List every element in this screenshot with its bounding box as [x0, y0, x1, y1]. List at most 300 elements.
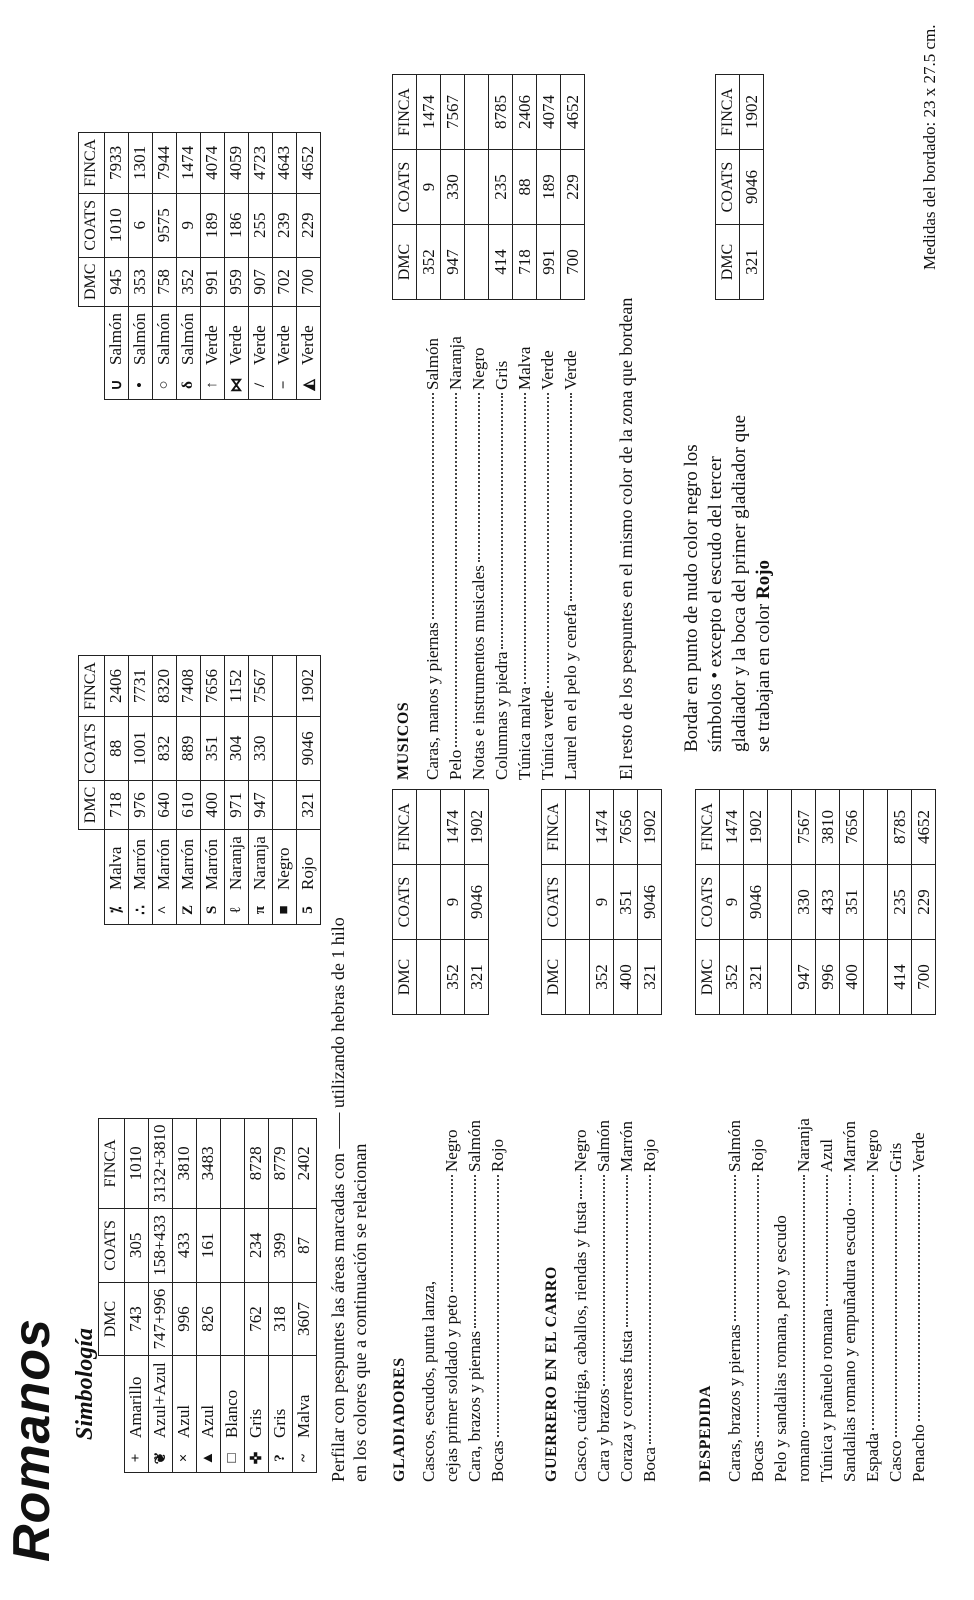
dmc-value: 352 — [441, 940, 465, 1015]
dmc-value: 743 — [124, 1282, 148, 1356]
col-header: DMC — [79, 780, 105, 829]
table-row — [768, 790, 792, 1015]
color-name: Marrón — [200, 830, 224, 896]
section-item — [417, 1092, 440, 1482]
finca-value: 7567 — [441, 75, 465, 150]
finca-value: 4652 — [561, 75, 585, 150]
coats-value: 9 — [590, 865, 614, 940]
col-header: FINCA — [79, 132, 105, 193]
table-row — [513, 75, 537, 300]
color-name: Verde — [224, 307, 248, 371]
finca-value: 2406 — [513, 75, 537, 150]
finca-value: 1902 — [740, 75, 764, 150]
color-name: Marrón — [152, 830, 176, 896]
dmc-value: 718 — [513, 225, 537, 300]
dmc-value: 718 — [104, 780, 128, 829]
finca-value: 4652 — [912, 790, 936, 865]
color-name: Verde — [200, 307, 224, 371]
symbol-row — [200, 132, 224, 399]
coats-value: 330 — [248, 717, 272, 781]
table-row — [561, 75, 585, 300]
finca-value: 1474 — [720, 790, 744, 865]
intro-text — [327, 662, 371, 1482]
coats-value: 88 — [513, 150, 537, 225]
dmc-value: 971 — [224, 780, 248, 829]
section-item — [490, 310, 513, 780]
coats-value: 9 — [720, 865, 744, 940]
section-item — [638, 1092, 661, 1482]
section-item — [746, 1092, 769, 1482]
finca-value: 3132+3810 — [148, 1118, 172, 1209]
item-color: Salmón — [594, 1120, 613, 1172]
finca-value: 3810 — [816, 790, 840, 865]
finca-value: 2402 — [292, 1118, 316, 1209]
col-header: FINCA — [393, 790, 417, 865]
coats-value: 235 — [489, 150, 513, 225]
item-label: Boca — [640, 1447, 659, 1482]
finca-value: 1474 — [176, 132, 200, 193]
coats-value: 229 — [912, 865, 936, 940]
dmc-value — [768, 940, 792, 1015]
finca-value: 7933 — [104, 132, 128, 193]
coats-value: 239 — [272, 193, 296, 257]
simbologia-title: Simbología — [72, 1327, 98, 1440]
guerrero-table — [541, 789, 662, 1015]
coats-value: 351 — [840, 865, 864, 940]
item-color: Rojo — [488, 1138, 507, 1172]
intro-line-1: Perfilar con pespuntes las áreas marcadas con —— utilizando hebras de 1 hilo — [328, 917, 348, 1482]
section-item — [884, 1092, 907, 1482]
item-color: Verde — [909, 1132, 928, 1172]
coats-value: 87 — [292, 1209, 316, 1283]
despedida-heading: DESPEDIDA — [697, 1385, 714, 1482]
item-color: Salmón — [725, 1120, 744, 1172]
coats-value: 6 — [128, 193, 152, 257]
dmc-value: 700 — [912, 940, 936, 1015]
finca-value: 7656 — [200, 656, 224, 717]
section-item — [513, 310, 536, 780]
item-label: Casco — [886, 1440, 905, 1482]
col-header: COATS — [79, 193, 105, 257]
dmc-value: 991 — [537, 225, 561, 300]
dmc-value: 996 — [172, 1282, 196, 1356]
item-color: Negro — [469, 347, 488, 390]
coats-value: 9 — [417, 150, 441, 225]
finca-value: 8320 — [152, 656, 176, 717]
coats-value: 189 — [537, 150, 561, 225]
col-header: COATS — [696, 865, 720, 940]
color-name: Salmón — [176, 307, 200, 371]
dmc-value: 414 — [888, 940, 912, 1015]
table-row — [590, 790, 614, 1015]
dmc-value — [465, 225, 489, 300]
item-color: Naranja — [446, 336, 465, 390]
color-name: Negro — [272, 830, 296, 896]
coats-value: 229 — [561, 150, 585, 225]
finca-value: 1010 — [124, 1118, 148, 1209]
dot-leader — [478, 393, 480, 562]
finca-value — [417, 790, 441, 865]
table-row — [744, 790, 768, 1015]
table-row — [417, 75, 441, 300]
coats-value: 889 — [176, 717, 200, 781]
color-name: Marrón — [176, 830, 200, 896]
item-label: Túnica malva — [515, 687, 534, 780]
item-label: Túnica verde — [538, 690, 557, 780]
col-header: FINCA — [99, 1118, 125, 1209]
bordar-bold-color: Rojo — [753, 559, 774, 600]
item-label: Caras, manos y piernas — [423, 622, 442, 780]
dot-leader — [524, 393, 526, 684]
color-name: Verde — [272, 307, 296, 371]
dmc-value: 414 — [489, 225, 513, 300]
dmc-value — [864, 940, 888, 1015]
symbol-glyph: ▲ — [196, 1444, 220, 1473]
finca-value — [566, 790, 590, 865]
finca-value: 7656 — [840, 790, 864, 865]
musicos-section — [392, 310, 582, 780]
dot-leader — [872, 1175, 874, 1430]
dot-leader — [918, 1175, 920, 1421]
dot-leader — [757, 1175, 759, 1437]
table-row — [441, 790, 465, 1015]
col-header: FINCA — [542, 790, 566, 865]
col-header: FINCA — [716, 75, 740, 150]
item-color: Salmón — [465, 1120, 484, 1172]
guerrero-section — [540, 1092, 661, 1482]
section-item — [815, 1092, 838, 1482]
coats-value — [768, 865, 792, 940]
finca-value: 4643 — [272, 132, 296, 193]
symbol-glyph: ○ — [152, 371, 176, 400]
symbol-row — [296, 132, 320, 399]
item-label: Pelo y sandalias romana, peto y escudo — [771, 1215, 790, 1482]
bordar-line-4 — [752, 332, 776, 752]
symbol-glyph: ∪ — [104, 371, 128, 400]
col-header: FINCA — [393, 75, 417, 150]
symbol-table-2 — [78, 655, 321, 925]
coats-value: 351 — [614, 865, 638, 940]
symbol-glyph: δ — [176, 371, 200, 400]
item-label: romano — [794, 1430, 813, 1482]
item-label: Laurel en el pelo y cenefa — [561, 603, 580, 780]
finca-value: 7567 — [248, 656, 272, 717]
symbol-glyph: ? — [268, 1444, 292, 1473]
coats-value: 186 — [224, 193, 248, 257]
dot-leader — [649, 1175, 651, 1444]
symbol-glyph: − — [272, 371, 296, 400]
symbol-glyph: π — [248, 896, 272, 925]
dmc-value: 758 — [152, 257, 176, 306]
finca-value — [220, 1118, 244, 1209]
col-header: DMC — [99, 1282, 125, 1356]
col-header: FINCA — [696, 790, 720, 865]
col-header: DMC — [696, 940, 720, 1015]
item-label: Columnas y piedra — [492, 651, 511, 780]
table-row — [816, 790, 840, 1015]
section-item — [444, 310, 467, 780]
finca-value — [768, 790, 792, 865]
item-label: Sandalias romano y empuñadura escudo — [840, 1208, 859, 1482]
coats-value: 433 — [172, 1209, 196, 1283]
dmc-value — [272, 780, 296, 829]
symbol-glyph: ⁒ — [104, 896, 128, 925]
dot-leader — [895, 1175, 897, 1437]
color-name: Marrón — [128, 830, 152, 896]
item-label: Bocas — [488, 1440, 507, 1482]
item-color: Marrón — [617, 1121, 636, 1172]
item-color: Malva — [515, 346, 534, 390]
table-row — [740, 75, 764, 300]
section-item — [467, 310, 490, 780]
finca-value: 7567 — [792, 790, 816, 865]
table-row — [792, 790, 816, 1015]
gladiadores-heading: GLADIADORES — [391, 1357, 408, 1482]
dot-leader — [474, 1175, 476, 1328]
dmc-value: 321 — [740, 225, 764, 300]
guerrero-heading: GUERRERO EN EL CARRO — [543, 1266, 560, 1482]
finca-value: 7944 — [152, 132, 176, 193]
symbol-row — [152, 132, 176, 399]
table-row — [614, 790, 638, 1015]
musicos-heading: MUSICOS — [395, 701, 412, 780]
dmc-value: 400 — [840, 940, 864, 1015]
coats-value — [272, 717, 296, 781]
symbol-row — [104, 656, 128, 925]
finca-value: 8728 — [244, 1118, 268, 1209]
dot-leader — [570, 393, 572, 601]
symbol-glyph: × — [172, 1444, 196, 1473]
dmc-value: 907 — [248, 257, 272, 306]
symbol-glyph: ❦ — [148, 1444, 172, 1473]
item-color: Marrón — [840, 1121, 859, 1172]
section-item — [486, 1092, 509, 1482]
symbol-row — [268, 1118, 292, 1472]
dmc-value: 976 — [128, 780, 152, 829]
dmc-value: 610 — [176, 780, 200, 829]
table-row — [465, 790, 489, 1015]
coats-value: 161 — [196, 1209, 220, 1283]
despedida-table — [695, 789, 936, 1015]
finca-value — [864, 790, 888, 865]
bordar-line-4-text: se trabajan en color — [753, 599, 774, 752]
dot-leader — [580, 1175, 582, 1199]
section-item — [792, 1092, 815, 1482]
musicos-note: El resto de los pespuntes en el mismo color de la zona que bordean — [616, 297, 636, 780]
gladiadores-table — [392, 789, 489, 1015]
item-label: Túnica y pañuelo romana — [817, 1308, 836, 1482]
table-row — [566, 790, 590, 1015]
finca-value: 7731 — [128, 656, 152, 717]
coats-value: 235 — [888, 865, 912, 940]
dmc-value: 947 — [441, 225, 465, 300]
dmc-value: 640 — [152, 780, 176, 829]
finca-value: 1902 — [744, 790, 768, 865]
coats-value: 234 — [244, 1209, 268, 1283]
finca-value: 1474 — [590, 790, 614, 865]
finca-value — [465, 75, 489, 150]
symbol-glyph: • — [128, 371, 152, 400]
color-name: Azul+Azul — [148, 1356, 172, 1444]
item-color: Negro — [442, 1129, 461, 1172]
color-name: Salmón — [104, 307, 128, 371]
symbol-row — [172, 1118, 196, 1472]
section-item — [440, 1092, 463, 1482]
item-label: cejas primer soldado y peto — [442, 1295, 461, 1482]
dmc-value: 400 — [614, 940, 638, 1015]
bordar-paragraph — [680, 332, 776, 752]
color-name: Blanco — [220, 1356, 244, 1444]
dot-leader — [734, 1175, 736, 1321]
coats-value: 158+433 — [148, 1209, 172, 1283]
dot-leader — [803, 1175, 805, 1427]
item-color: Verde — [561, 350, 580, 390]
item-color: Azul — [817, 1138, 836, 1172]
color-name: Salmón — [152, 307, 176, 371]
finca-value: 4652 — [296, 132, 320, 193]
coats-value: 330 — [792, 865, 816, 940]
dmc-value: 747+996 — [148, 1282, 172, 1356]
symbol-glyph: 5 — [296, 896, 320, 925]
section-item — [861, 1092, 884, 1482]
symbol-row — [224, 132, 248, 399]
coats-value: 9046 — [744, 865, 768, 940]
dmc-value: 352 — [720, 940, 744, 1015]
color-name: Naranja — [224, 830, 248, 896]
intro-line-2: en los colores que a continuación se relacionan — [350, 1143, 370, 1482]
dot-leader — [603, 1175, 605, 1386]
coats-value: 330 — [441, 150, 465, 225]
item-label: Cascos, escudos, punta lanza, — [419, 1280, 438, 1482]
coats-value: 9 — [176, 193, 200, 257]
col-header: DMC — [79, 257, 105, 306]
finca-value: 1474 — [441, 790, 465, 865]
symbol-glyph: S — [200, 896, 224, 925]
col-header: DMC — [393, 940, 417, 1015]
coats-value: 88 — [104, 717, 128, 781]
symbol-row — [200, 656, 224, 925]
symbol-row — [224, 656, 248, 925]
symbol-row — [152, 656, 176, 925]
coats-value: 305 — [124, 1209, 148, 1283]
dmc-value: 321 — [296, 780, 320, 829]
color-name: Verde — [248, 307, 272, 371]
symbol-glyph: ✜ — [244, 1444, 268, 1473]
color-name: Azul — [172, 1356, 196, 1444]
dmc-value: 3607 — [292, 1282, 316, 1356]
dmc-value — [220, 1282, 244, 1356]
col-header: COATS — [99, 1209, 125, 1283]
col-header: DMC — [716, 225, 740, 300]
bordar-line-3: gladiador y la boca del primer gladiador que — [729, 414, 750, 752]
dmc-value: 353 — [128, 257, 152, 306]
col-header: DMC — [393, 225, 417, 300]
symbol-row — [196, 1118, 220, 1472]
measure-text: Medidas del bordado: 23 x 27.5 cm. — [920, 24, 939, 270]
dot-leader — [455, 393, 457, 747]
finca-value: 4074 — [200, 132, 224, 193]
bordar-line-2: símbolos • excepto el escudo del tercer — [705, 456, 726, 752]
section-item — [907, 1092, 930, 1482]
table-row — [489, 75, 513, 300]
col-header: COATS — [716, 150, 740, 225]
finca-value: 7408 — [176, 656, 200, 717]
symbol-row — [248, 656, 272, 925]
symbol-glyph: ◭ — [296, 371, 320, 400]
item-color: Gris — [492, 360, 511, 390]
coats-value — [220, 1209, 244, 1283]
coats-value: 399 — [268, 1209, 292, 1283]
color-name: Azul — [196, 1356, 220, 1444]
finca-value: 1902 — [465, 790, 489, 865]
symbol-row — [244, 1118, 268, 1472]
item-color: Gris — [886, 1142, 905, 1172]
symbol-glyph: Z — [176, 896, 200, 925]
symbol-row — [124, 1118, 148, 1472]
col-header: COATS — [393, 150, 417, 225]
item-label: Casco, cuádriga, caballos, riendas y fusta — [571, 1201, 590, 1482]
table-row — [888, 790, 912, 1015]
bordar-line-1: Bordar en punto de nudo color negro los — [681, 444, 702, 752]
col-header: DMC — [542, 940, 566, 1015]
dmc-value: 947 — [248, 780, 272, 829]
item-color: Salmón — [423, 338, 442, 390]
table-row — [720, 790, 744, 1015]
symbol-row — [128, 656, 152, 925]
coats-value: 189 — [200, 193, 224, 257]
item-color: Naranja — [794, 1118, 813, 1172]
coats-value: 832 — [152, 717, 176, 781]
dmc-value: 826 — [196, 1282, 220, 1356]
finca-value: 8785 — [489, 75, 513, 150]
dot-leader — [626, 1175, 628, 1327]
item-color: Rojo — [748, 1138, 767, 1172]
color-name: Naranja — [248, 830, 272, 896]
item-label: Bocas — [748, 1440, 767, 1482]
finca-value — [272, 656, 296, 717]
color-name: Rojo — [296, 830, 320, 896]
finca-value: 3810 — [172, 1118, 196, 1209]
item-color: Verde — [538, 350, 557, 390]
dmc-value: 352 — [417, 225, 441, 300]
item-label: Cara y brazos — [594, 1388, 613, 1482]
col-header: COATS — [79, 717, 105, 781]
item-label: Pelo — [446, 749, 465, 780]
dmc-value: 762 — [244, 1282, 268, 1356]
section-item — [769, 1092, 792, 1482]
dmc-value: 321 — [638, 940, 662, 1015]
symbol-row — [296, 656, 320, 925]
dot-leader — [501, 393, 503, 649]
symbol-table-1 — [98, 1118, 317, 1473]
coats-value: 9046 — [740, 150, 764, 225]
bordar-table — [715, 74, 764, 300]
dmc-value: 352 — [176, 257, 200, 306]
color-name: Malva — [104, 830, 128, 896]
section-item — [838, 1092, 861, 1482]
section-item — [559, 310, 582, 780]
col-header: COATS — [393, 865, 417, 940]
symbol-row — [176, 132, 200, 399]
symbol-glyph: ■ — [272, 896, 296, 925]
coats-value: 1001 — [128, 717, 152, 781]
symbol-glyph: □ — [220, 1444, 244, 1473]
finca-value: 3483 — [196, 1118, 220, 1209]
symbol-glyph: ↑ — [200, 371, 224, 400]
dmc-value: 321 — [465, 940, 489, 1015]
coats-value: 9046 — [465, 865, 489, 940]
table-row — [441, 75, 465, 300]
